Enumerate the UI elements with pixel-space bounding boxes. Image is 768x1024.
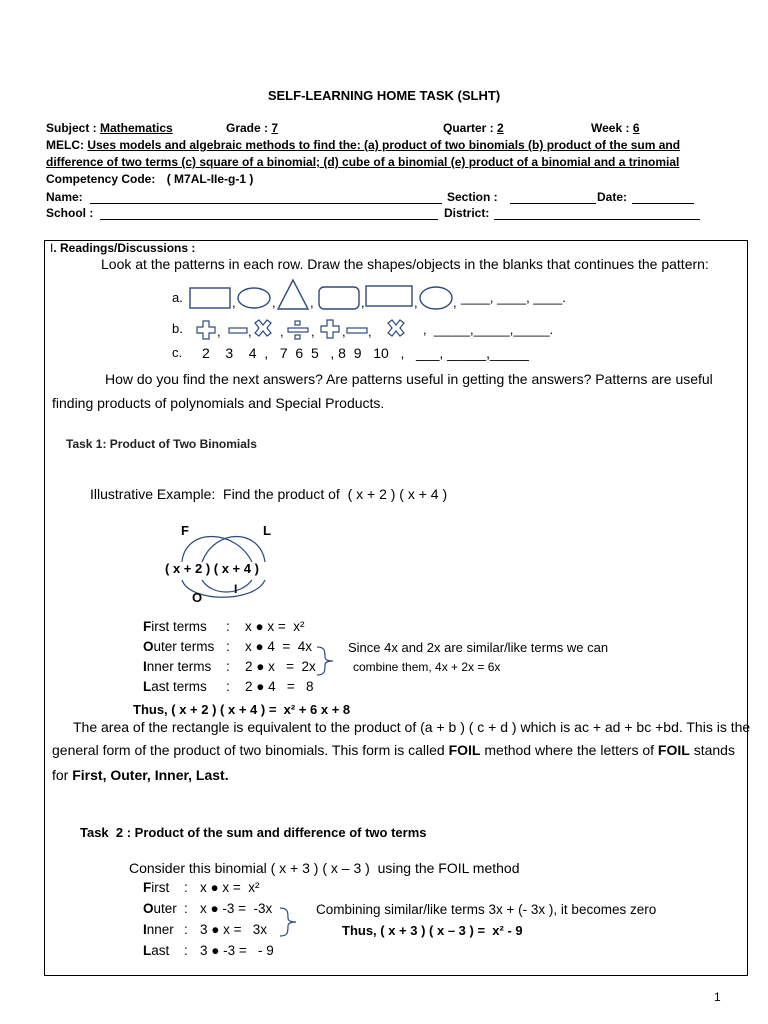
diagram-expression: ( x + 2 ) ( x + 4 ) bbox=[165, 561, 259, 576]
task1-note-1: Since 4x and 2x are similar/like terms we can bbox=[348, 640, 609, 655]
row-b-shapes bbox=[196, 318, 426, 342]
subject-row bbox=[46, 121, 173, 135]
subject-label: Subject : bbox=[46, 121, 97, 135]
last-arc bbox=[202, 537, 265, 563]
subject-value: Mathematics bbox=[100, 121, 173, 135]
task2-thus: Thus, ( x + 3 ) ( x – 3 ) = x² - 9 bbox=[342, 923, 523, 938]
brace-icon bbox=[278, 906, 308, 938]
quarter-value: 2 bbox=[497, 121, 504, 135]
row-a-blanks: ____, ____, ____. bbox=[461, 290, 566, 305]
readings-heading-prefix: I bbox=[50, 241, 54, 255]
foil-row-colon: : bbox=[184, 922, 188, 937]
row-a-shapes bbox=[188, 280, 468, 312]
comma: , bbox=[414, 295, 418, 310]
comma: , bbox=[272, 295, 276, 310]
page-number: 1 bbox=[714, 990, 721, 1004]
comma: , bbox=[311, 324, 315, 339]
task2-note: Combining similar/like terms 3x + (- 3x ), it becomes zero bbox=[316, 902, 657, 917]
grade-row bbox=[226, 121, 278, 135]
minus-shape bbox=[229, 328, 247, 333]
ellipse-shape bbox=[238, 288, 270, 308]
melc-label: MELC: bbox=[46, 138, 84, 152]
foil-row-expression: x ● x = x² bbox=[245, 619, 305, 634]
page-title: SELF-LEARNING HOME TASK (SLHT) bbox=[267, 88, 501, 103]
competency-label: Competency Code: bbox=[46, 172, 156, 186]
grade-value: 7 bbox=[271, 121, 279, 135]
multiply-shape bbox=[388, 320, 404, 336]
readings-heading bbox=[50, 241, 195, 255]
foil-row-expression: x ● x = x² bbox=[200, 880, 260, 895]
foil-row-colon: : bbox=[184, 880, 188, 895]
task2-heading: Task 2 : Product of the sum and difference of two terms bbox=[80, 825, 427, 840]
foil-row-expression: 2 ● 4 = 8 bbox=[245, 679, 314, 694]
foil-row-colon: : bbox=[184, 943, 188, 958]
competency-row bbox=[46, 172, 253, 186]
foil-row-colon: : bbox=[226, 659, 230, 674]
melc-text-2: difference of two terms (c) square of a binomial; (d) cube of a binomial (e) product of a binomial and a trinomial bbox=[46, 155, 680, 169]
task1-note-2: combine them, 4x + 2x = 6x bbox=[353, 660, 501, 674]
district-label: District: bbox=[444, 206, 490, 220]
rectangle-shape bbox=[190, 288, 230, 308]
school-field[interactable] bbox=[100, 219, 438, 220]
task2-intro: Consider this binomial ( x + 3 ) ( x – 3 ) using the FOIL method bbox=[129, 860, 520, 876]
comma: , bbox=[217, 324, 221, 339]
date-field[interactable] bbox=[632, 203, 694, 204]
foil-row-label: First terms bbox=[143, 619, 207, 634]
rounded-rectangle-shape bbox=[319, 287, 359, 309]
comma: , bbox=[342, 324, 346, 339]
name-label: Name: bbox=[46, 190, 83, 204]
foil-row-colon: : bbox=[226, 679, 230, 694]
foil-row-label: Last bbox=[143, 943, 170, 958]
week-label: Week : bbox=[591, 121, 630, 135]
multiply-shape bbox=[255, 320, 271, 336]
comma: , bbox=[368, 324, 372, 339]
row-a-label: a. bbox=[172, 290, 183, 305]
competency-value: ( M7AL-IIe-g-1 ) bbox=[166, 172, 254, 186]
section-field[interactable] bbox=[510, 203, 596, 204]
section-label: Section : bbox=[447, 190, 498, 204]
week-row bbox=[591, 121, 640, 135]
diagram-f-label: F bbox=[181, 523, 189, 538]
date-label: Date: bbox=[597, 190, 628, 204]
comma: , bbox=[310, 295, 314, 310]
foil-row-label: Inner terms bbox=[143, 659, 212, 674]
minus-shape bbox=[347, 328, 367, 333]
brace-icon bbox=[315, 645, 345, 677]
quarter-label: Quarter : bbox=[443, 121, 494, 135]
grade-label: Grade : bbox=[226, 121, 269, 135]
plus-shape bbox=[321, 320, 339, 338]
row-b-blanks: , _____,_____,_____. bbox=[423, 322, 554, 337]
foil-row-colon: : bbox=[226, 639, 230, 654]
foil-row-label: Outer bbox=[143, 901, 177, 916]
row-c-label: c. bbox=[172, 345, 183, 360]
foil-row-colon: : bbox=[226, 619, 230, 634]
district-field[interactable] bbox=[494, 219, 700, 220]
foil-row-expression: x ● 4 = 4x bbox=[245, 639, 313, 654]
foil-row-colon: : bbox=[184, 901, 188, 916]
foil-row-label: Inner bbox=[143, 922, 174, 937]
comma: , bbox=[280, 324, 284, 339]
comma: , bbox=[361, 295, 365, 310]
melc-text-1: Uses models and algebraic methods to find the: (a) product of two binomials (b) product of the sum and bbox=[87, 138, 681, 152]
foil-row-expression: 2 ● x = 2x bbox=[245, 659, 316, 674]
pattern-question-2: finding products of polynomials and Special Products. bbox=[52, 395, 385, 411]
foil-row-label: First bbox=[143, 880, 170, 895]
foil-row-label: Outer terms bbox=[143, 639, 215, 654]
task1-thus: Thus, ( x + 2 ) ( x + 4 ) = x² + 6 x + 8 bbox=[133, 702, 351, 717]
diagram-o-label: O bbox=[192, 590, 203, 605]
task1-paragraph-2: general form of the product of two binomials. This form is called FOIL method where the letters of FOIL stands bbox=[52, 742, 735, 758]
melc-line-1 bbox=[46, 138, 680, 152]
diagram-i-label: I bbox=[234, 582, 238, 596]
foil-row-expression: 3 ● x = 3x bbox=[200, 922, 268, 937]
comma: , bbox=[248, 324, 252, 339]
task1-example: Illustrative Example: Find the product of ( x + 2 ) ( x + 4 ) bbox=[90, 486, 448, 502]
triangle-shape bbox=[278, 280, 308, 309]
divide-shape bbox=[288, 328, 308, 332]
task1-heading: Task 1: Product of Two Binomials bbox=[66, 437, 257, 451]
school-label: School : bbox=[46, 206, 94, 220]
row-c-text: 2 3 4 , 7 6 5 , 8 9 10 , ___, _____,_____ bbox=[202, 345, 529, 361]
foil-row-label: Last terms bbox=[143, 679, 207, 694]
foil-row-expression: x ● -3 = -3x bbox=[200, 901, 273, 916]
week-value: 6 bbox=[632, 121, 640, 135]
pattern-question-1: How do you find the next answers? Are patterns useful in getting the answers? Patterns are useful bbox=[105, 371, 713, 387]
readings-heading-text: . Readings/Discussions : bbox=[53, 241, 196, 255]
task1-paragraph-3: for First, Outer, Inner, Last. bbox=[52, 767, 229, 783]
diagram-l-label: L bbox=[263, 523, 271, 538]
comma: , bbox=[453, 295, 457, 310]
ellipse-shape bbox=[420, 287, 452, 309]
comma: , bbox=[232, 295, 236, 310]
task1-paragraph-1: The area of the rectangle is equivalent to the product of (a + b ) ( c + d ) which is ac + ad + bc +bd. This is the bbox=[73, 719, 751, 735]
rectangle-shape bbox=[366, 286, 412, 306]
first-arc bbox=[182, 537, 252, 563]
inner-arc bbox=[202, 580, 252, 592]
foil-row-expression: 3 ● -3 = - 9 bbox=[200, 943, 274, 958]
pattern-instruction: Look at the patterns in each row. Draw the shapes/objects in the blanks that continues the pattern: bbox=[101, 256, 709, 272]
name-field[interactable] bbox=[90, 203, 442, 204]
quarter-row bbox=[443, 121, 504, 135]
row-b-label: b. bbox=[172, 321, 183, 336]
plus-shape bbox=[197, 321, 215, 339]
